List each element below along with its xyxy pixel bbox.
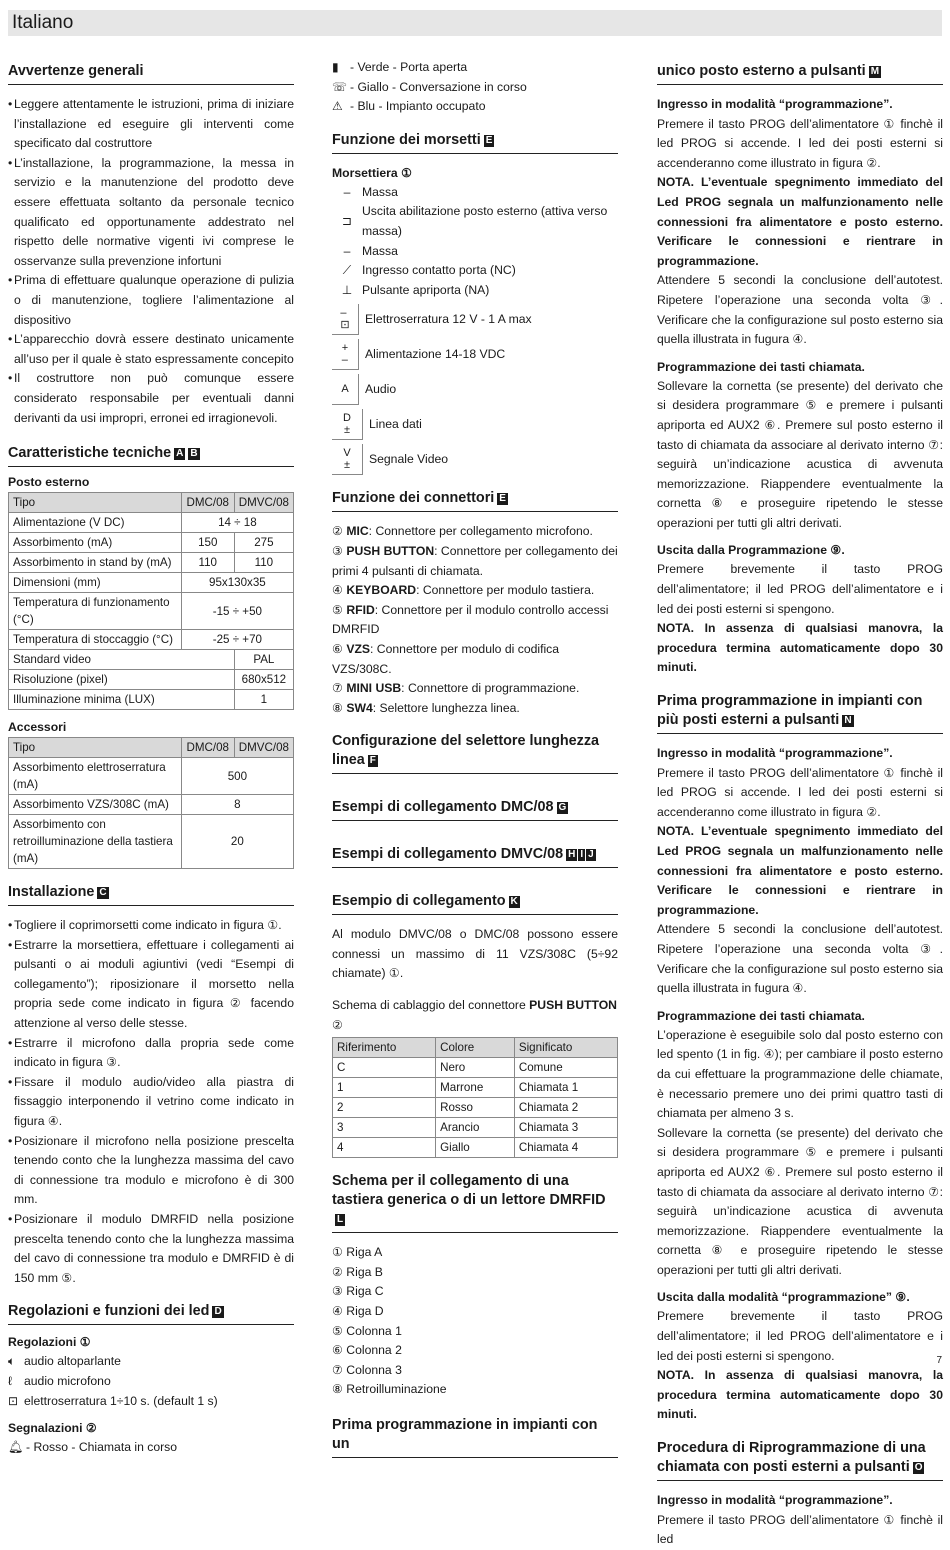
step-heading: Ingresso in modalità “programmazione”. (657, 746, 893, 761)
table-cell: Chiamata 2 (514, 1098, 617, 1118)
list-item: ③ Riga C (332, 1284, 384, 1299)
list-item: • Prima di effettuare qualunque operazione di pulizia o di manutenzione, togliere l’alimentazione al dispositivo (8, 271, 294, 330)
table-header-row (9, 738, 294, 758)
avvertenze-title: Avvertenze generali (8, 63, 144, 79)
paragraph: Attendere 5 secondi la conclusione dell’autotest. Ripetere l’operazione una seconda volta ③. Verificare che la configurazione sul posto esterno sia quella illustrata in fugura ④. (657, 273, 943, 347)
connector-name: MIC (346, 524, 369, 539)
terminal-letter: D (343, 412, 351, 425)
conversation-icon: ☏ (332, 79, 348, 94)
table-row (9, 593, 294, 630)
table-row (9, 690, 294, 710)
table-cell: Giallo (436, 1138, 515, 1158)
figure-badge: E (499, 493, 506, 505)
morsetti-title: Funzione dei morsetti (332, 131, 481, 148)
table-row (9, 630, 294, 650)
table-row (9, 650, 294, 670)
table-cell: 150 (181, 533, 234, 553)
segnalazione-text: - Blu - Impianto occupato (350, 99, 486, 114)
item-number: ⑥ (332, 641, 343, 656)
selettore-title: Configurazione del selettore lunghezza linea (332, 733, 600, 769)
terminal-text: Massa (362, 243, 398, 258)
table-row (9, 795, 294, 815)
installazione-list (8, 916, 294, 1288)
installazione-heading (8, 883, 294, 903)
table-row (9, 670, 294, 690)
terminal-text: Segnale Video (369, 452, 449, 467)
terminal-text: Audio (365, 382, 397, 397)
table-row (9, 758, 294, 795)
list-item: • Togliere il coprimorsetti come indicato in figura ①. (8, 916, 294, 936)
figure-badge: L (337, 1214, 344, 1226)
paragraph: L’operazione è eseguibile solo dal posto esterno con led spento (1 in fig. ④); per cambiare il posto esterno da cui effettuare la programmazione delle chiamate, è necessario premere uno dei primi quattro tasti di chiamata per almeno 3 s. (657, 1027, 943, 1121)
section-heading (657, 62, 943, 85)
terminal-text: Elettroserratura 12 V - 1 A max (365, 312, 532, 327)
ground-icon: – (343, 184, 351, 199)
list-item: • Leggere attentamente le istruzioni, prima di iniziare l’installazione ed eseguire gli interventi come specificato dal costruttore (8, 95, 294, 154)
terminal-row (332, 339, 618, 370)
bell-icon: 🔔︎ (8, 1440, 24, 1455)
list-item: ⑧ Retroilluminazione (332, 1382, 447, 1397)
section-heading (8, 444, 294, 467)
note: NOTA. In assenza di qualsiasi manovra, la procedura termina automaticamente dopo 30 minuti. (657, 1368, 943, 1422)
table-row (333, 1058, 618, 1078)
table-row (333, 1098, 618, 1118)
item-number: ② (332, 524, 343, 539)
installazione-title: Installazione (8, 884, 95, 901)
table-cell: -15 ÷ +50 (181, 593, 293, 630)
table-cell: PAL (234, 650, 293, 670)
connector-text: : Connettore per modulo di codifica VZS/308C. (332, 641, 560, 676)
table-cell: C (333, 1058, 436, 1078)
list-item: • Estrarre il microfono dalla propria sede come indicato in figura ③. (8, 1034, 294, 1073)
esempi-dmc-heading (332, 798, 618, 818)
item-number: ③ (332, 543, 343, 558)
terminal-row (332, 242, 618, 262)
table-row (9, 815, 294, 869)
section-heading (8, 62, 294, 85)
regolazione-text: elettroserratura 1÷10 s. (default 1 s) (24, 1393, 218, 1408)
table-row (9, 573, 294, 593)
esempi-dmc-title: Esempi di collegamento DMC/08 (332, 799, 554, 816)
section-heading (332, 489, 618, 512)
table-row (333, 1138, 618, 1158)
table-cell: 8 (181, 795, 293, 815)
figure-badge: B (190, 448, 198, 460)
paragraph: Sollevare la cornetta (se presente) del derivato che si desidera programmare ⑤ e premere i pulsanti apriporta ed AUX2 ⑥. Premere sul posto esterno il tasto di chiamata da associare al derivato interno ⑦: seguirà un’indicazione acustica di avvenuta memorizzazione. Riappendere eventualmente la cornetta ⑧ e proseguire ripetendo le stesse operazioni per tutti gli altri derivati. (657, 378, 943, 530)
connector-text: : Connettore per modulo tastiera. (416, 583, 595, 598)
caption-text: Schema di cablaggio del connettore (332, 998, 526, 1013)
esempi-dmvc-heading (332, 845, 618, 865)
busy-icon: ⚠︎ (332, 99, 343, 114)
table-cell: 1 (234, 690, 293, 710)
table-cell: Illuminazione minima (LUX) (9, 690, 235, 710)
regolazione-text: audio microfono (24, 1373, 111, 1388)
list-item: • L’installazione, la programmazione, la messa in servizio e la manutenzione del prodotto deve essere effettuata soltanto da personale tecnico qualificato ed opportunamente addestrato nel rispetto delle normative vigenti ivi comprese le osservanze sulla prevenzione infortuni (8, 154, 294, 272)
figure-badge: K (510, 896, 518, 908)
caption-bold: PUSH BUTTON (529, 998, 617, 1013)
s2-heading (657, 692, 943, 731)
note: NOTA. L’eventuale spegnimento immediato del Led PROG segnala un malfunzionamento nelle connessioni fra alimentatore e posto esterno. Verificare le connessioni e rientrare in programmazione. (657, 824, 943, 917)
segnalazione-row (332, 58, 618, 78)
list-item (332, 640, 618, 679)
terminal-text: Ingresso contatto porta (NC) (362, 263, 516, 278)
language-header-bar (8, 10, 942, 36)
step-heading: Ingresso in modalità “programmazione”. (657, 1493, 893, 1508)
prima-prog-title: Prima programmazione in impianti con un (332, 1417, 598, 1452)
regolazioni-title: Regolazioni e funzioni dei led (8, 1303, 210, 1320)
table-cell: 3 (333, 1118, 436, 1138)
terminal-row (332, 444, 618, 475)
tech-specs-table (8, 492, 294, 710)
list-item: • Estrarre la morsettiera, effettuare i collegamenti ai pulsanti o ai moduli agiuntivi (vedi “Esempi di collegamento”); riposizionare il morsetto nella propria sede come indicato in figura ② facendo attenzione al verso delle stesse. (8, 936, 294, 1034)
terminal-row (332, 281, 618, 301)
microphone-icon: ℓ (8, 1373, 12, 1388)
step-heading: Ingresso in modalità “programmazione”. (657, 97, 893, 111)
list-item: ⑥ Colonna 2 (332, 1343, 402, 1358)
column-2 (332, 58, 618, 1468)
page-number: 7 (936, 1355, 942, 1367)
table-header: Tipo (9, 738, 182, 758)
list-item: ② Riga B (332, 1264, 383, 1279)
note: NOTA. L’eventuale spegnimento immediato del Led PROG segnala un malfunzionamento nelle connessioni fra alimentatore e posto esterno. Verificare le connessioni e rientrare in programmazione. (657, 175, 943, 268)
connector-name: RFID (346, 602, 375, 617)
section-heading (657, 1439, 943, 1481)
figure-badge: N (844, 715, 852, 727)
righe-list (332, 1243, 618, 1400)
table-cell: 2 (333, 1098, 436, 1118)
paragraph: Attendere 5 secondi la conclusione dell’autotest. Ripetere l’operazione una seconda volta ③. Verificare che la configurazione sul posto esterno sia quella illustrata in fugura ④. (657, 922, 943, 996)
table-cell: 14 ÷ 18 (181, 513, 293, 533)
figure-badge: M (870, 66, 880, 77)
door-lock-icon: – ⊡ (332, 304, 359, 335)
terminal-letter-box (332, 409, 363, 440)
step-heading: Uscita dalla Programmazione ⑨. (657, 543, 845, 558)
figure-badge: C (99, 887, 107, 899)
table-cell: 20 (181, 815, 293, 869)
item-number: ⑤ (332, 602, 343, 617)
connettori-title: Funzione dei connettori (332, 490, 495, 507)
s3-heading (657, 1439, 943, 1478)
section-heading (332, 892, 618, 915)
step-heading: Uscita dalla modalità “programmazione” ⑨. (657, 1290, 910, 1305)
schema-pb-caption (332, 996, 618, 1035)
list-item: • Fissare il modulo audio/video alla piastra di fissaggio interponendo il vetrino come indicato in figura ④. (8, 1073, 294, 1132)
connector-name: PUSH BUTTON (346, 543, 435, 558)
esempio-text: Al modulo DMVC/08 o DMC/08 possono essere connessi un massimo di 11 VZS/308C (5÷92 chiamate) ①. (332, 927, 618, 981)
table-cell: 4 (333, 1138, 436, 1158)
list-item: ④ Riga D (332, 1304, 384, 1319)
regolazioni-label: Regolazioni ① (8, 1335, 91, 1350)
connettori-heading (332, 489, 618, 509)
list-item (332, 581, 618, 601)
terminal-text: Linea dati (369, 417, 422, 432)
table-cell: Assorbimento con retroilluminazione della tastiera (mA) (9, 815, 182, 869)
figure-badge: G (558, 802, 567, 814)
paragraph: Premere il tasto PROG dell’alimentatore ① finchè il led PROG si accende. I led dei posti esterni si accenderanno come illustrato in figura ②. (657, 116, 943, 170)
connector-text: : Connettore per collegamento microfono. (368, 524, 593, 539)
table-row (333, 1078, 618, 1098)
table-cell: Standard video (9, 650, 235, 670)
caratteristiche-heading (8, 444, 294, 464)
connector-name: MINI USB (346, 681, 402, 696)
item-number: ④ (332, 583, 343, 598)
schema-tastiera-title: Schema per il collegamento di una tastiera generica o di un lettore DMRFID (332, 1173, 606, 1209)
paragraph: Premere il tasto PROG dell’alimentatore ① finchè il led (657, 1512, 943, 1547)
segnalazione-row (332, 97, 618, 117)
figure-badge: E (485, 134, 493, 146)
table-header: Significato (514, 1038, 617, 1058)
figure-badge: D (214, 1306, 222, 1318)
segnalazioni-label: Segnalazioni ② (8, 1421, 97, 1436)
esempio-heading (332, 892, 618, 912)
table-cell: 110 (234, 553, 293, 573)
avvertenze-list (8, 95, 294, 428)
table-cell: Alimentazione (V DC) (9, 513, 182, 533)
table-cell: Temperatura di stoccaggio (°C) (9, 630, 182, 650)
table-cell: Risoluzione (pixel) (9, 670, 235, 690)
regolazione-text: audio altoparlante (24, 1354, 121, 1369)
table-row (9, 513, 294, 533)
connector-name: KEYBOARD (346, 583, 417, 598)
list-item: • Posizionare il microfono nella posizione prescelta tenendo conto che la lunghezza massima del cavo di connessione tra modulo e microfono è di 300 mm. (8, 1132, 294, 1210)
ground-icon: – (343, 243, 351, 258)
table-row (9, 553, 294, 573)
table-header: DMC/08 (181, 493, 234, 513)
table-cell: Assorbimento (mA) (9, 533, 182, 553)
morsettiera-label: Morsettiera ① (332, 165, 413, 180)
connector-text: : Connettore di programmazione. (401, 681, 580, 696)
table-cell: 680x512 (234, 670, 293, 690)
segnalazione-text: - Giallo - Conversazione in corso (350, 79, 527, 94)
terminal-row (332, 261, 618, 281)
table-header: DMC/08 (181, 738, 234, 758)
figure-badge: H (568, 849, 576, 861)
table-cell: Comune (514, 1058, 617, 1078)
terminal-text: Pulsante apriporta (NA) (362, 282, 490, 297)
esempio-title: Esempio di collegamento (332, 893, 506, 910)
regolazione-row (8, 1352, 294, 1372)
caption-number: ② (332, 1017, 343, 1032)
table-row (333, 1118, 618, 1138)
table-cell: 500 (181, 758, 293, 795)
push-button-icon: ⊥ (341, 282, 353, 297)
table-cell: Assorbimento elettroserratura (mA) (9, 758, 182, 795)
table-cell: 1 (333, 1078, 436, 1098)
s3-title: Procedura di Riprogrammazione di una chiamata con posti esterni a pulsanti (657, 1440, 926, 1476)
list-item (332, 522, 618, 542)
connector-name: VZS (346, 641, 371, 656)
table-cell: Dimensioni (mm) (9, 573, 182, 593)
s2-title: Prima programmazione in impianti con più posti esterni a pulsanti (657, 693, 923, 729)
terminal-row (332, 374, 618, 405)
list-item: • Posizionare il modulo DMRFID nella posizione prescelta tenendo conto che la lunghezza massima del cavo di connessione tra modulo e DMRFID è di 150 mm ⑤. (8, 1210, 294, 1288)
list-item: ⑦ Colonna 3 (332, 1362, 402, 1377)
connector-text: : Selettore lunghezza linea. (372, 700, 520, 715)
list-item: ⑤ Colonna 1 (332, 1323, 402, 1338)
schema-tastiera-heading (332, 1172, 618, 1230)
cont-title: unico posto esterno a pulsanti (657, 63, 866, 79)
item-number: ⑦ (332, 681, 343, 696)
table-cell: Assorbimento in stand by (mA) (9, 553, 182, 573)
segnalazione-row (8, 1438, 294, 1458)
section-heading (332, 798, 618, 821)
paragraph: Sollevare la cornetta (se presente) del derivato che si desidera programmare ⑤ e premere i pulsanti apriporta ed AUX2 ⑥. Premere sul posto esterno il tasto di chiamata da associare al derivato interno ⑦: seguirà un’indicazione acustica di avvenuta memorizzazione. Riappendere eventualmente la cornetta ⑧ e proseguire ripetendo le stesse operazioni per tutti gli altri derivati. (657, 1125, 943, 1277)
door-contact-icon: ⟋ (342, 263, 352, 278)
table-cell: Arancio (436, 1118, 515, 1138)
table-cell: Temperatura di funzionamento (°C) (9, 593, 182, 630)
terminal-text: Alimentazione 14-18 VDC (365, 347, 506, 362)
plus-minus-icon: ± (343, 424, 351, 437)
table-header: DMVC/08 (234, 738, 293, 758)
section-heading (332, 1416, 618, 1458)
accessori-label: Accessori (8, 720, 67, 735)
regolazione-row (8, 1372, 294, 1392)
terminal-text: Massa (362, 184, 398, 199)
figure-badge: A (176, 448, 184, 460)
power-supply-icon: + – (332, 339, 359, 370)
terminal-letter: A (332, 374, 359, 405)
regolazione-row (8, 1392, 294, 1412)
figure-badge: O (914, 1462, 923, 1474)
door-open-icon: ▮ (332, 60, 339, 74)
caratteristiche-title: Caratteristiche tecniche (8, 445, 172, 462)
cont-heading (657, 62, 943, 82)
item-number: ⑧ (332, 700, 343, 715)
terminal-letter: V (343, 447, 351, 460)
posto-esterno-label: Posto esterno (8, 475, 90, 490)
output-icon: ⊐ (341, 214, 353, 229)
table-header: Tipo (9, 493, 182, 513)
connector-name: SW4 (346, 700, 373, 715)
list-item (332, 699, 618, 719)
terminal-row (332, 409, 618, 440)
section-heading (8, 1302, 294, 1325)
figure-badge: J (588, 849, 594, 861)
selettore-heading (332, 732, 618, 771)
table-header: Riferimento (333, 1038, 436, 1058)
terminal-text: Uscita abilitazione posto esterno (attiva verso massa) (362, 204, 608, 238)
section-heading (657, 692, 943, 734)
paragraph: Premere brevemente il tasto PROG dell’alimentatore; il led PROG dell’alimentatore e i led dei posti esterni si spengono. (657, 562, 943, 616)
figure-badge: I (580, 849, 584, 861)
note: NOTA. In assenza di qualsiasi manovra, la procedura termina automaticamente dopo 30 minuti. (657, 621, 943, 675)
morsetti-heading (332, 131, 618, 151)
language-label: Italiano (12, 12, 74, 33)
paragraph: Premere brevemente il tasto PROG dell’alimentatore; il led PROG dell’alimentatore e i led dei posti esterni si spengono. (657, 1309, 943, 1363)
table-header-row (9, 493, 294, 513)
table-header: DMVC/08 (234, 493, 293, 513)
connector-text: : Connettore per collegamento dei primi 4 pulsanti di chiamata. (332, 543, 618, 578)
segnalazione-text: - Verde - Porta aperta (350, 60, 468, 74)
list-item (332, 542, 618, 581)
section-heading (332, 845, 618, 868)
table-cell: Chiamata 3 (514, 1118, 617, 1138)
esempi-dmvc-title: Esempi di collegamento DMVC/08 (332, 846, 564, 863)
table-cell: 95x130x35 (181, 573, 293, 593)
paragraph: Premere il tasto PROG dell’alimentatore ① finchè il led PROG si accende. I led dei posti esterni si accenderanno come illustrato in figura ②. (657, 765, 943, 819)
terminal-letter-box (332, 444, 363, 475)
table-cell: -25 ÷ +70 (181, 630, 293, 650)
regolazioni-heading (8, 1302, 294, 1322)
table-cell: Chiamata 4 (514, 1138, 617, 1158)
segnalazione-text: - Rosso - Chiamata in corso (26, 1440, 178, 1455)
step-heading: Programmazione dei tasti chiamata. (657, 1008, 865, 1023)
table-cell: Nero (436, 1058, 515, 1078)
accessories-table (8, 737, 294, 869)
table-row (9, 533, 294, 553)
figure-badge: F (369, 755, 376, 767)
list-item: • L’apparecchio dovrà essere destinato unicamente all’uso per il quale è stato espressamente concepito (8, 330, 294, 369)
list-item (332, 601, 618, 640)
segnalazione-row (332, 78, 618, 98)
table-cell: Marrone (436, 1078, 515, 1098)
table-cell: 275 (234, 533, 293, 553)
connector-text: : Connettore per il modulo controllo accessi DMRFID (332, 602, 609, 637)
section-heading (8, 883, 294, 906)
plus-minus-icon: ± (343, 459, 351, 472)
section-heading (332, 1172, 618, 1233)
section-heading (332, 131, 618, 154)
table-cell: 110 (181, 553, 234, 573)
column-1 (8, 58, 294, 1458)
section-heading (332, 732, 618, 774)
terminal-row (332, 202, 618, 241)
step-heading: Programmazione dei tasti chiamata. (657, 359, 865, 374)
table-header-row (333, 1038, 618, 1058)
push-button-table (332, 1037, 618, 1158)
list-item: • Il costruttore non può comunque essere considerato responsabile per eventuali danni derivanti da usi impropri, erronei ed irragionevoli. (8, 369, 294, 428)
door-lock-icon: ⊡ (8, 1393, 19, 1408)
table-cell: Rosso (436, 1098, 515, 1118)
speaker-icon: 🔈︎ (8, 1354, 16, 1369)
table-cell: Assorbimento VZS/308C (mA) (9, 795, 182, 815)
terminal-row (332, 183, 618, 203)
terminal-row (332, 304, 618, 335)
list-item: ① Riga A (332, 1245, 383, 1260)
table-cell: Chiamata 1 (514, 1078, 617, 1098)
connettori-list (332, 522, 618, 718)
column-3 (657, 58, 943, 1550)
list-item (332, 679, 618, 699)
table-header: Colore (436, 1038, 515, 1058)
